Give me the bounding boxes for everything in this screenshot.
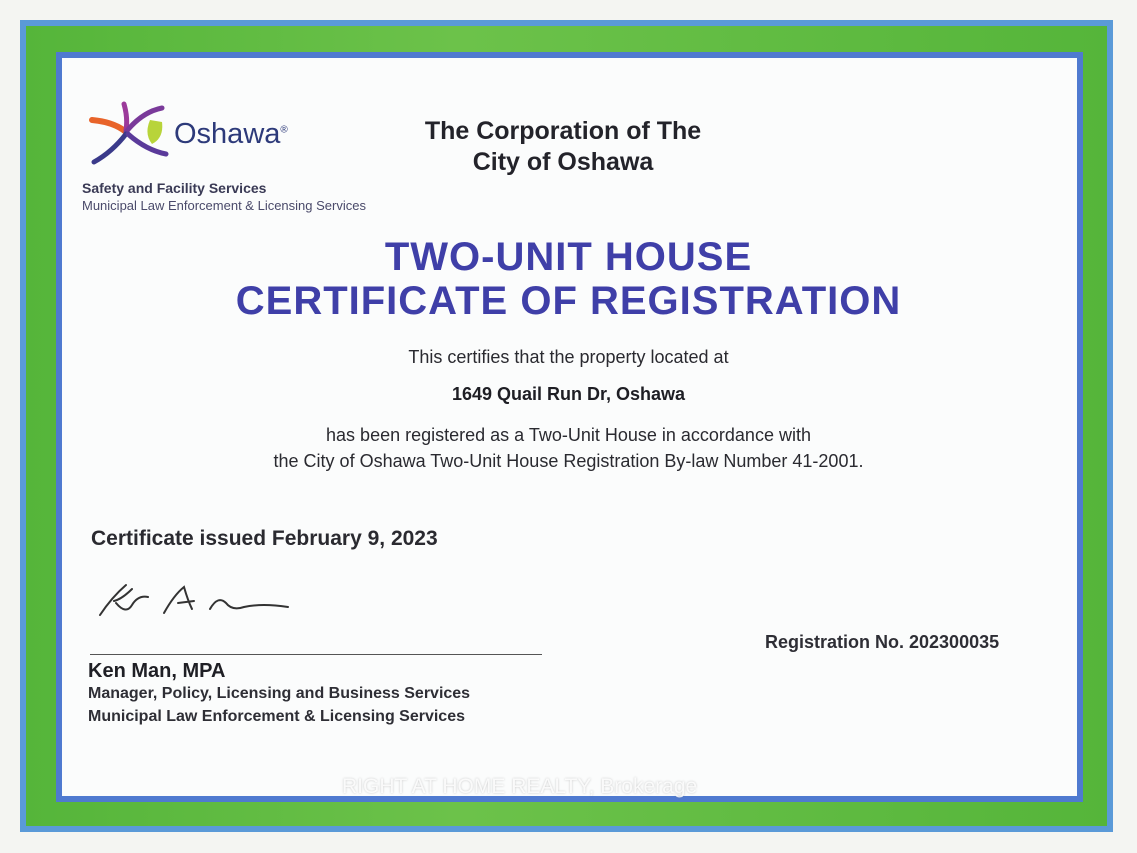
- handwritten-signature: [92, 575, 292, 625]
- corporation-line-2: City of Oshawa: [472, 148, 654, 176]
- signatory-name: Ken Man, MPA: [88, 660, 226, 682]
- oshawa-logo-icon: [84, 98, 174, 178]
- registration-statement-line-1: has been registered as a Two-Unit House in accordance with: [326, 425, 811, 445]
- registration-statement-line-2: the City of Oshawa Two-Unit House Registration By-law Number 41-2001.: [273, 451, 864, 471]
- property-address: 1649 Quail Run Dr, Oshawa: [451, 384, 686, 404]
- signatory-title-line-1: Manager, Policy, Licensing and Business Services: [88, 685, 471, 702]
- registration-number: Registration No. 202300035: [765, 632, 1000, 652]
- logo-name: Oshawa: [174, 118, 281, 150]
- brokerage-watermark: RIGHT AT HOME REALTY, Brokerage: [342, 775, 698, 798]
- issue-date: Certificate issued February 9, 2023: [91, 527, 438, 550]
- certifies-statement: This certifies that the property located at: [408, 347, 729, 367]
- department-name: Safety and Facility Services: [82, 180, 267, 196]
- division-name: Municipal Law Enforcement & Licensing Services: [82, 198, 366, 213]
- logo-registered-mark: ®: [280, 124, 288, 136]
- logo-wordmark: [174, 118, 288, 151]
- certificate-title-line-1: TWO-UNIT HOUSE: [384, 235, 753, 279]
- certificate-title-line-2: CERTIFICATE OF REGISTRATION: [235, 279, 902, 323]
- corporation-heading: [380, 116, 746, 178]
- signature-line: [90, 654, 542, 655]
- signatory-title-line-2: Municipal Law Enforcement & Licensing Services: [88, 708, 465, 725]
- corporation-line-1: The Corporation of The: [424, 117, 702, 145]
